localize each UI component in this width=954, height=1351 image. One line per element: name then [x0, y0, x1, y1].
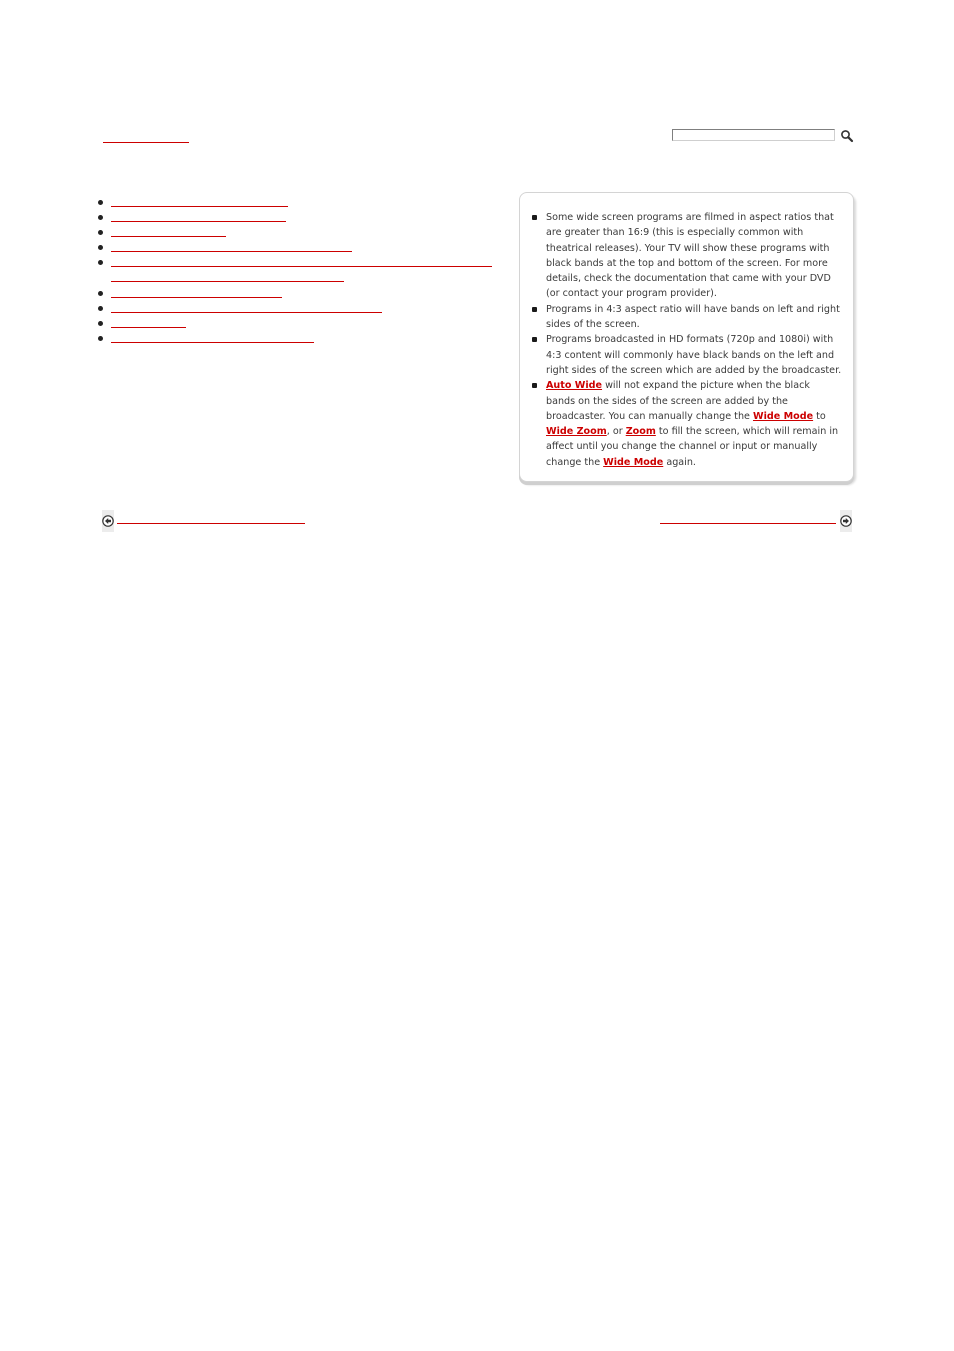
toc-item[interactable] [98, 332, 498, 347]
bullet [98, 336, 103, 341]
tip-item [532, 210, 842, 302]
toc-link[interactable] [111, 286, 282, 298]
toc-item[interactable] [98, 226, 498, 241]
toc-item[interactable] [98, 317, 498, 332]
toc-item[interactable] [98, 211, 498, 226]
tip-text: again. [663, 456, 696, 468]
bullet [98, 230, 103, 235]
top-link[interactable] [103, 131, 189, 143]
prev-page-button[interactable] [102, 510, 114, 532]
tip-link[interactable]: Auto Wide [546, 380, 603, 392]
tip-item [532, 332, 842, 378]
bullet [98, 200, 103, 205]
tips-list [532, 210, 842, 470]
toc-list [98, 196, 498, 347]
tip-text: Programs in 4:3 aspect ratio will have bands on left and right sides of the screen. [546, 303, 840, 331]
toc-link[interactable] [111, 255, 492, 267]
toc-item[interactable] [98, 287, 498, 302]
tip-item [532, 378, 842, 470]
tip-text: will not expand the picture when the black bands on the sides of the screen are added by the broadcaster. You can manually change the [546, 380, 810, 422]
arrow-right-icon [840, 515, 852, 527]
tip-link[interactable]: Wide Mode [603, 456, 664, 468]
prev-page-link[interactable] [117, 512, 305, 524]
toc-link[interactable] [111, 210, 286, 222]
tip-link[interactable]: Wide Mode [752, 410, 814, 422]
search-icon[interactable] [840, 128, 854, 142]
arrow-left-icon [102, 515, 114, 527]
toc-link[interactable] [111, 331, 314, 343]
bullet [98, 321, 103, 326]
bullet [98, 260, 103, 265]
toc-link[interactable] [111, 316, 186, 328]
tip-item [532, 302, 842, 333]
toc-item[interactable] [98, 241, 498, 256]
tip-link[interactable]: Zoom [625, 426, 656, 438]
search-input[interactable] [672, 129, 835, 141]
tip-text: Programs broadcasted in HD formats (720p and 1080i) with 4:3 content will commonly have black bands on the left and right sides of the screen which are added by the broadcaster. [546, 334, 842, 376]
toc-link[interactable] [111, 225, 226, 237]
toc-item[interactable] [98, 256, 498, 287]
tip-text: to [813, 410, 826, 422]
next-page-button[interactable] [840, 510, 852, 532]
next-page-link[interactable] [660, 512, 836, 524]
toc-item[interactable] [98, 196, 498, 211]
bullet [98, 245, 103, 250]
toc-item[interactable] [98, 302, 498, 317]
toc-link[interactable] [111, 240, 352, 252]
bullet [98, 306, 103, 311]
toc-link[interactable] [111, 270, 344, 282]
tip-text: , or [606, 426, 626, 438]
bullet [98, 291, 103, 296]
toc-link[interactable] [111, 195, 288, 207]
tip-link[interactable]: Wide Zoom [546, 426, 607, 438]
toc-link[interactable] [111, 301, 382, 313]
tip-text: Some wide screen programs are filmed in aspect ratios that are greater than 16:9 (this is especially common with theatrical releases). Your TV will show these programs with black bands at the top and bottom of the screen. For more details, check the documentation that came with your DVD (or contact your program provider). [546, 212, 834, 300]
tip-text: to fill the screen, which will remain in affect until you change the channel or input or manually change the [546, 426, 839, 468]
tips-box [519, 192, 854, 482]
bullet [98, 215, 103, 220]
